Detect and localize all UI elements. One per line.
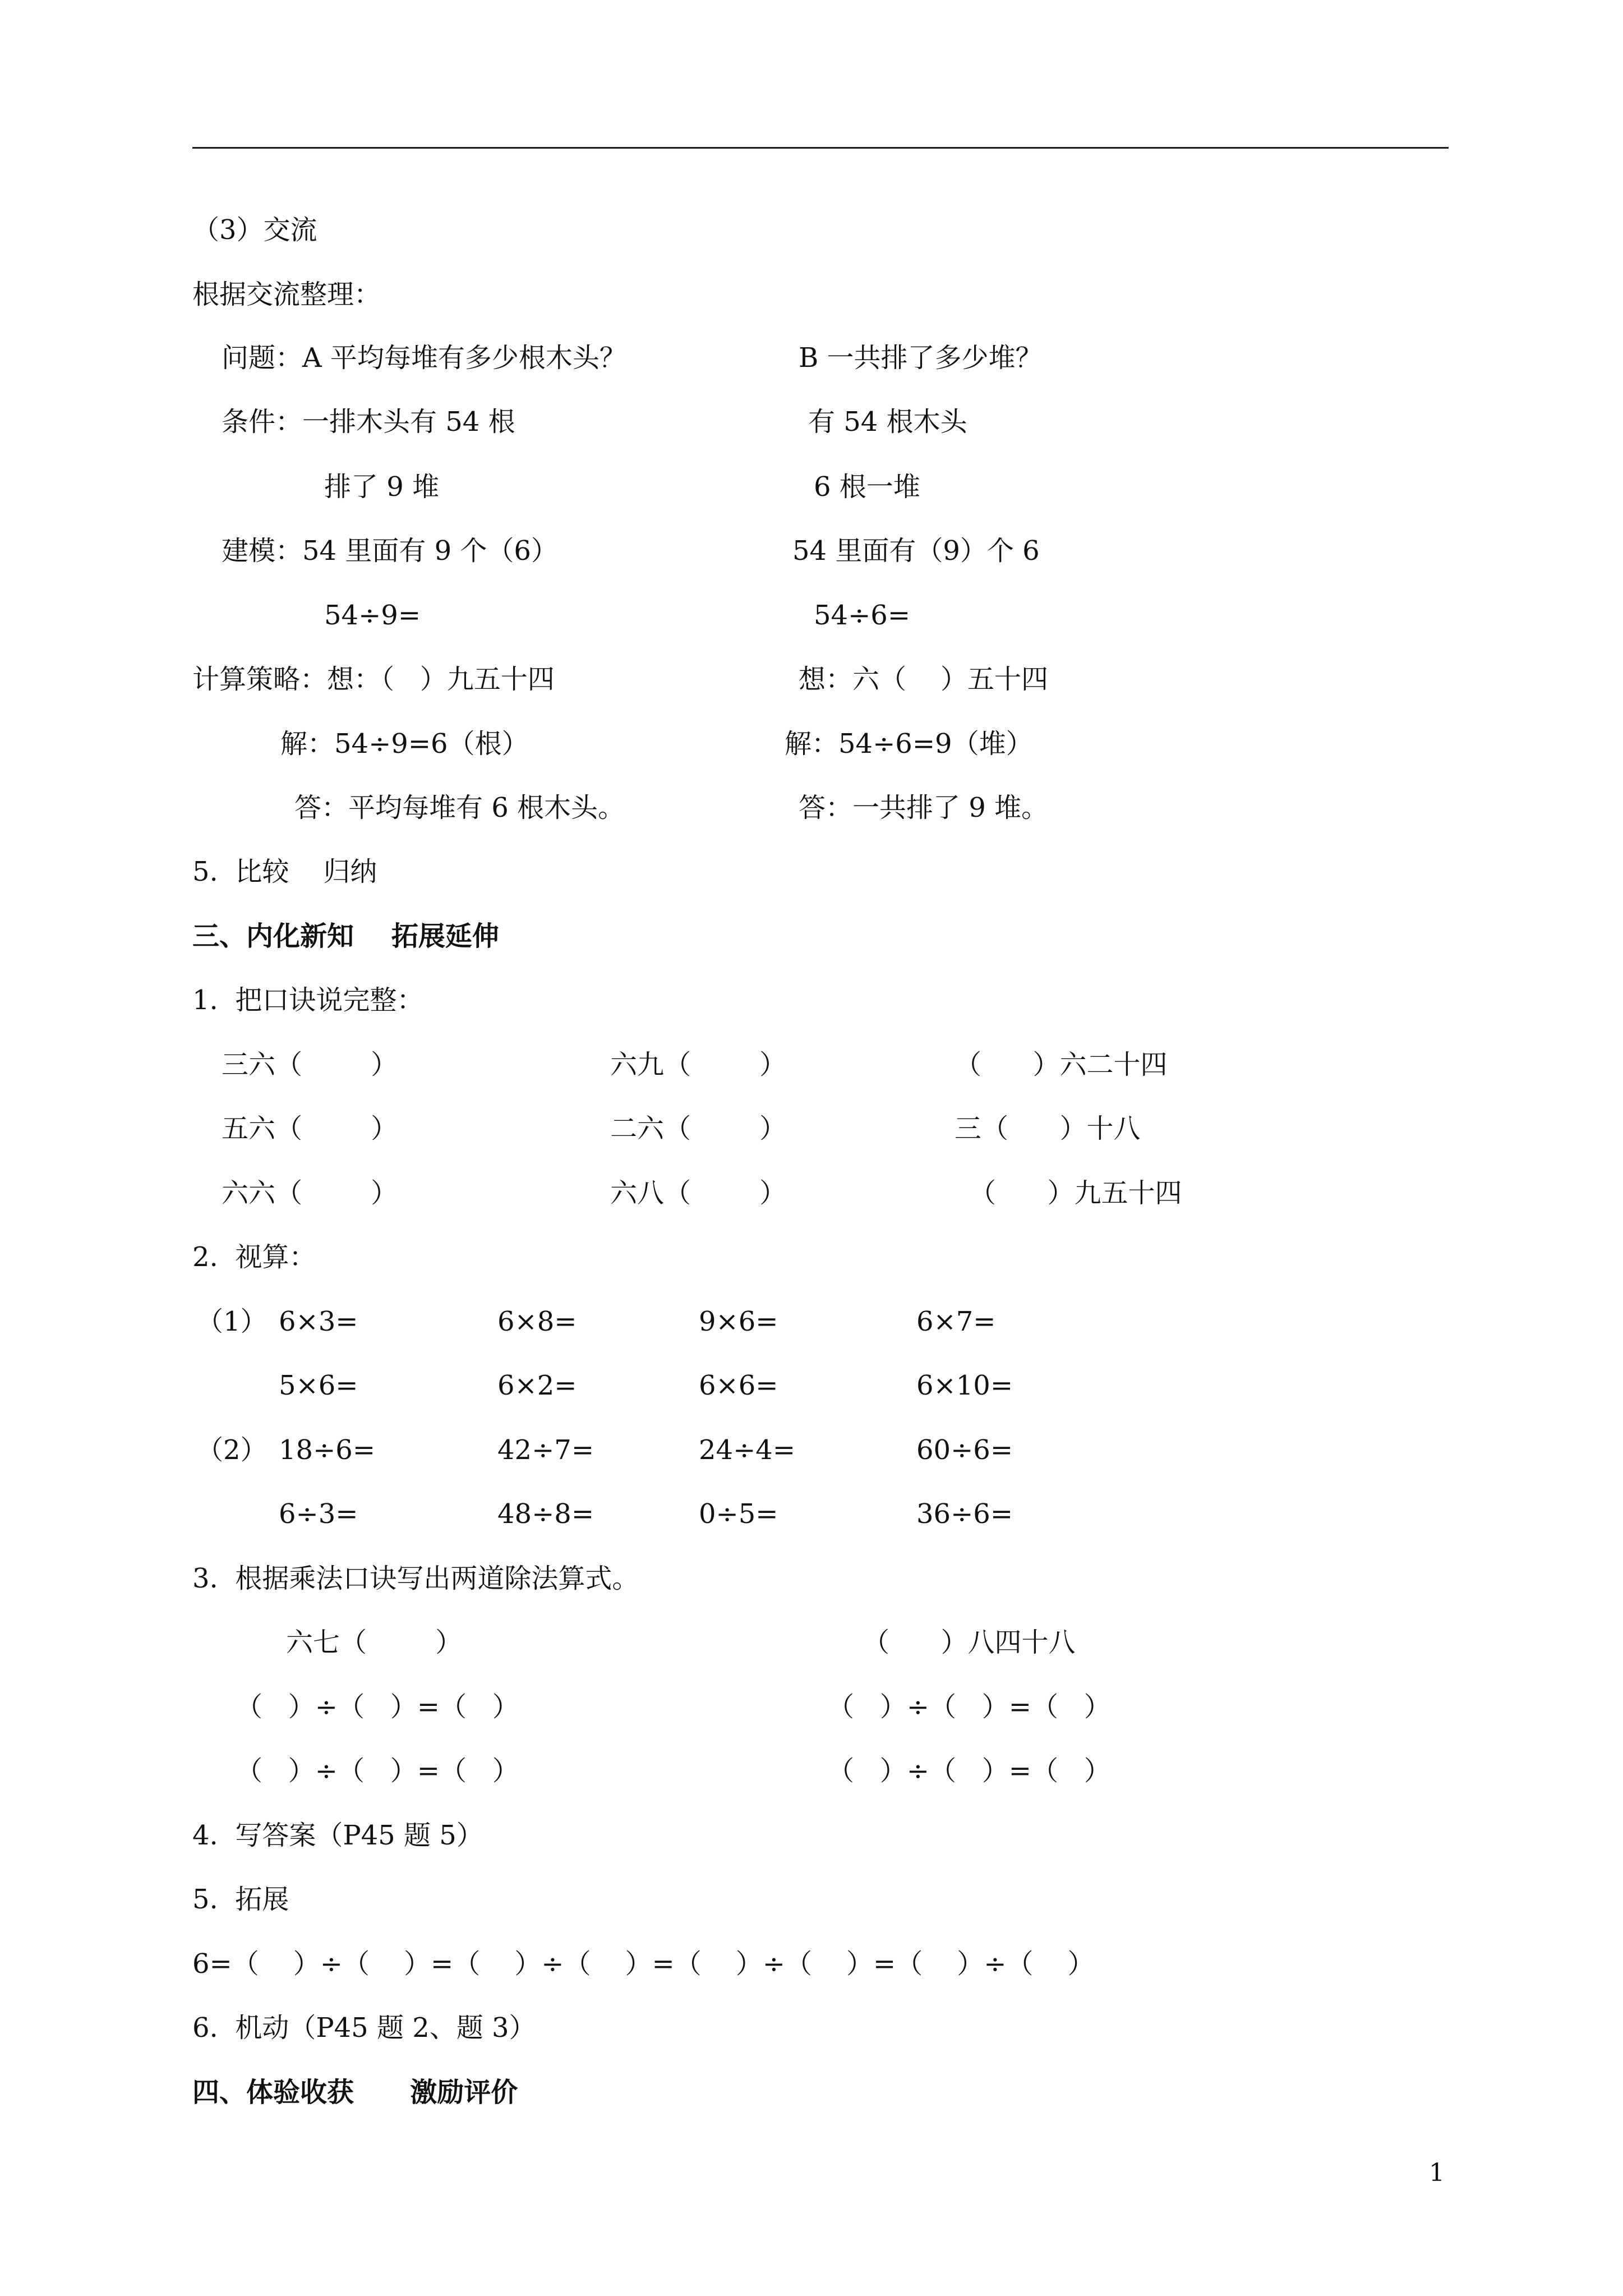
question-b: B 一共排了多少堆？ (799, 342, 1043, 374)
arrange-intro: 根据交流整理： (192, 279, 381, 310)
calc-cell: 5×6= (279, 1370, 358, 1401)
model-b: 54 里面有（9）个 6 (792, 535, 1040, 567)
question-a: 问题：A 平均每堆有多少根木头？ (222, 342, 626, 374)
koujue-cell: 二六（ ） (610, 1113, 787, 1144)
koujue-cell: 三（ ）十八 (955, 1113, 1141, 1144)
part-1-label: （1） (196, 1306, 268, 1337)
model-a: 建模：54 里面有 9 个（6） (222, 535, 558, 567)
q3-left-formula: 六七（ ） (286, 1627, 463, 1658)
koujue-cell: 六六（ ） (222, 1177, 398, 1209)
koujue-cell: （ ）六二十四 (955, 1049, 1168, 1080)
koujue-cell: 五六（ ） (222, 1113, 398, 1144)
answer-a: 答：平均每堆有 6 根木头。 (294, 792, 625, 823)
calc-cell: 9×6= (699, 1306, 778, 1337)
strategy-b: 想：六（ ）五十四 (799, 664, 1049, 695)
division-blank: （ ）÷（ ）=（ ） (827, 1755, 1111, 1787)
header-rule (192, 147, 1449, 149)
solution-a: 解：54÷9=6（根） (280, 728, 529, 760)
calc-cell: 48÷8= (497, 1498, 594, 1530)
heading-section-4: 四、体验收获 激励评价 (192, 2077, 518, 2108)
q3-right-formula: （ ）八四十八 (863, 1627, 1076, 1658)
q5-expression: 6=（ ）÷（ ）=（ ）÷（ ）=（ ）÷（ ）=（ ）÷（ ） (192, 1948, 1095, 1980)
answer-b: 答：一共排了 9 堆。 (799, 792, 1049, 823)
item-compare: 5. 比较 归纳 (192, 856, 377, 887)
question-1: 1. 把口诀说完整： (192, 984, 424, 1016)
solution-b: 解：54÷6=9（堆） (785, 728, 1033, 760)
question-2: 2. 视算： (192, 1241, 316, 1273)
heading-section-3: 三、内化新知 拓展延伸 (192, 921, 499, 952)
calc-cell: 24÷4= (699, 1434, 796, 1466)
calc-cell: 6÷3= (279, 1498, 358, 1530)
koujue-cell: 六九（ ） (610, 1049, 787, 1080)
condition-a1: 条件：一排木头有 54 根 (222, 406, 515, 438)
condition-a2: 排了 9 堆 (324, 471, 440, 503)
expression-b: 54÷6= (814, 600, 911, 631)
calc-cell: 6×8= (497, 1306, 577, 1337)
calc-cell: 6×6= (699, 1370, 778, 1401)
question-5: 5. 拓展 (192, 1884, 289, 1915)
calc-cell: 6×10= (916, 1370, 1013, 1401)
calc-cell: 6×7= (916, 1306, 996, 1337)
expression-a: 54÷9= (324, 600, 421, 631)
question-3: 3. 根据乘法口诀写出两道除法算式。 (192, 1563, 639, 1594)
division-blank: （ ）÷（ ）=（ ） (236, 1755, 519, 1787)
calc-cell: 6×2= (497, 1370, 577, 1401)
question-4: 4. 写答案（P45 题 5） (192, 1820, 483, 1851)
condition-b1: 有 54 根木头 (808, 406, 967, 438)
page-number: 1 (1429, 2159, 1445, 2187)
koujue-cell: （ ）九五十四 (969, 1177, 1182, 1209)
koujue-cell: 六八（ ） (610, 1177, 787, 1209)
calc-cell: 18÷6= (279, 1434, 376, 1466)
strategy-a: 计算策略：想：（ ）九五十四 (192, 664, 555, 695)
calc-cell: 60÷6= (916, 1434, 1013, 1466)
calc-cell: 6×3= (279, 1306, 358, 1337)
question-6: 6. 机动（P45 题 2、题 3） (192, 2012, 536, 2044)
calc-cell: 0÷5= (699, 1498, 778, 1530)
calc-cell: 42÷7= (497, 1434, 594, 1466)
division-blank: （ ）÷（ ）=（ ） (827, 1691, 1111, 1723)
condition-b2: 6 根一堆 (814, 471, 920, 503)
division-blank: （ ）÷（ ）=（ ） (236, 1691, 519, 1723)
part-2-label: （2） (196, 1434, 268, 1466)
calc-cell: 36÷6= (916, 1498, 1013, 1530)
koujue-cell: 三六（ ） (222, 1049, 398, 1080)
section-exchange: （3）交流 (192, 214, 317, 246)
